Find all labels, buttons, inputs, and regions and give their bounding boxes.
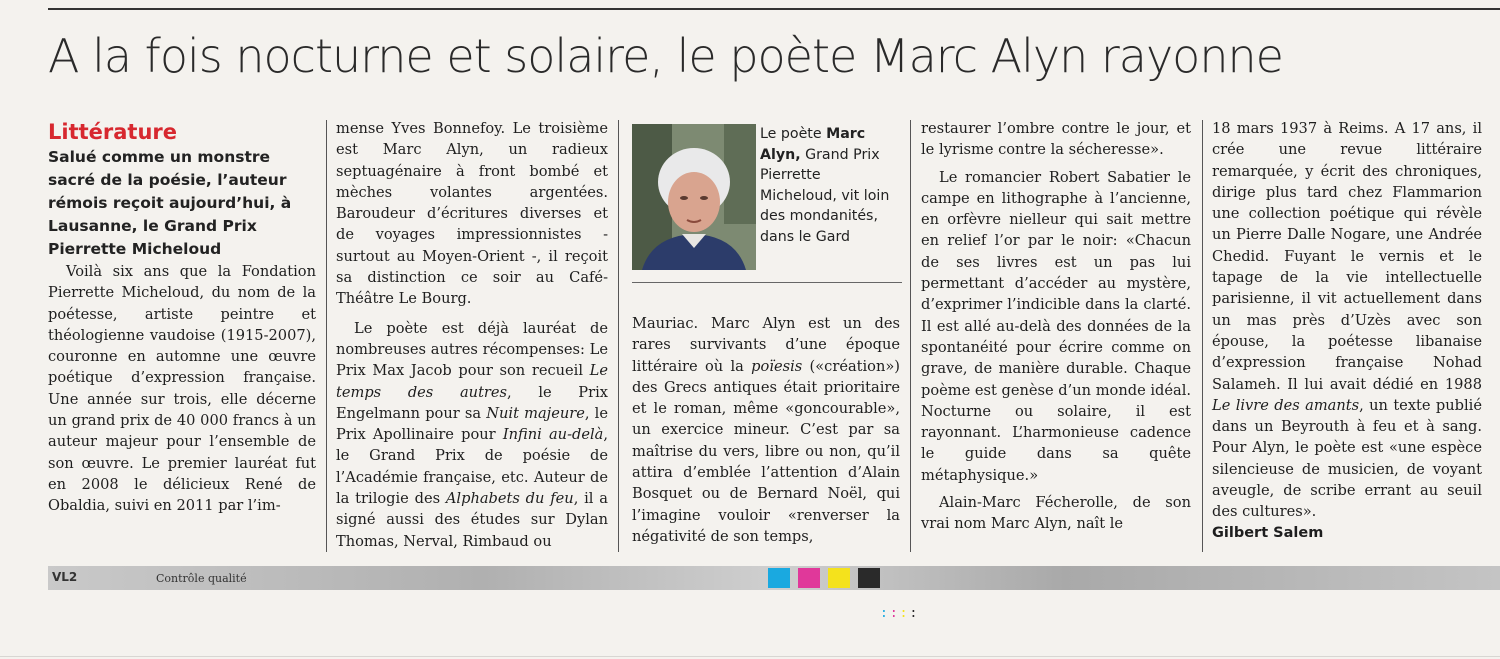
headline: A la fois nocturne et solaire, le poète Marc Alyn rayonne — [48, 29, 1283, 83]
paragraph: mense Yves Bonnefoy. Le troisième est Marc Alyn, un radieux septuagénaire à front bombé et mèches volantes argentées. Baroudeur d’écritures diverses et de voyages impressionnistes - surtout au Moyen-Orient -, il reçoit sa distinction ce soir au Café-Théâtre Le Bourg. — [336, 120, 608, 308]
page-tag: VL2 — [52, 570, 78, 584]
photo-rule — [632, 282, 902, 283]
yellow-swatch — [828, 568, 850, 588]
quality-control-label: Contrôle qualité — [156, 572, 247, 585]
column-3 — [632, 313, 900, 547]
registration-dots: :::: — [880, 606, 920, 621]
author-photo — [632, 124, 756, 270]
cyan-swatch — [768, 568, 790, 588]
column-2 — [336, 118, 608, 552]
column-rule — [618, 120, 619, 552]
column-5 — [1212, 118, 1482, 544]
paragraph: Le poète est déjà lauréat de nombreuses autres récompenses: Le Prix Max Jacob pour son recueil Le temps des autres, le Prix Engelmann pour sa Nuit majeure, le Prix Apollinaire pour Infini au-delà, le Grand Prix de poésie de l’Académie française, etc. Auteur de la trilogie des Alphabets du feu, il a signé aussi des études sur Dylan Thomas, Nerval, Rimbaud ou — [336, 319, 609, 550]
paragraph: Mauriac. Marc Alyn est un des rares survivants d’une époque littéraire où la poïesis («création») des Grecs antiques était prioritaire et le roman, même «goncourable», un exercice mineur. C’est par sa maîtrise du vers, libre ou non, qu’il attira d’emblée l’attention d’Alain Bosquet ou de Bernard Noël, qui l’imagine vouloir «renverser la négativité de son temps, — [632, 315, 900, 545]
column-4 — [921, 118, 1191, 535]
rubric: Littérature — [48, 120, 178, 144]
paragraph: restaurer l’ombre contre le jour, et le lyrisme contre la sécheresse». — [921, 120, 1191, 159]
paragraph: Alain-Marc Fécherolle, de son vrai nom Marc Alyn, naît le — [921, 494, 1191, 533]
column-rule — [1202, 120, 1203, 552]
photo-caption: Le poète Marc Alyn, Grand Prix Pierrette Micheloud, vit loin des mondanités, dans le Gard — [760, 126, 890, 245]
standfirst: Salué comme un monstre sacré de la poésie, l’auteur rémois reçoit aujourd’hui, à Lausanne, le Grand Prix Pierrette Micheloud — [48, 148, 292, 258]
bottom-rule — [0, 656, 1500, 657]
portrait-image — [632, 124, 756, 270]
column-rule — [326, 120, 327, 552]
column-rule — [910, 120, 911, 552]
paragraph: Voilà six ans que la Fondation Pierrette Micheloud, du nom de la poétesse, artiste peintre et théologienne vaudoise (1915-2007), couronne en automne une œuvre poétique d’expression française. Une année sur trois, elle décerne un grand prix de 40 000 francs à un auteur majeur pour l’ensemble de son œuvre. Le premier lauréat fut en 2008 le délicieux René de Obaldia, suivi en 2011 par l’im- — [48, 263, 316, 515]
magenta-swatch — [798, 568, 820, 588]
black-swatch — [858, 568, 880, 588]
paragraph: 18 mars 1937 à Reims. A 17 ans, il crée une revue littéraire remarquée, y écrit des chroniques, dirige plus tard chez Flammarion une collection poétique qui révèle un Pierre Dalle Nogare, une Andrée Chedid. Fuyant le vernis et le tapage de la vie intellectuelle parisienne, il vit actuellement dans un mas près d’Uzès avec son épouse, la poétesse libanaise d’expression française Nohad Salameh. Il lui avait dédié en 1988 Le livre des amants, un texte publié dans un Beyrouth à feu et à sang. Pour Alyn, le poète est «une espèce silencieuse de musicien, de voyant aveugle, de scribe errant au seuil des cultures». — [1212, 120, 1482, 521]
paragraph: Le romancier Robert Sabatier le campe en lithographe à l’ancienne, en orfèvre nielleur qui sait mettre en relief l’or par le noir: «Chacun de ses livres est un pas lui permettant d’accéder au mystère, d’exprimer l’indicible dans la clarté. Il est allé au-delà des données de la spontanéité pour écrire comme on grave, de manière durable. Chaque poème est genèse d’un monde idéal. Nocturne ou solaire, il est rayonnant. L’harmonieuse cadence le guide dans sa quête métaphysique.» — [921, 168, 1191, 484]
author-signature: Gilbert Salem — [1212, 524, 1324, 541]
top-rule — [48, 8, 1500, 10]
column-1 — [48, 118, 316, 517]
